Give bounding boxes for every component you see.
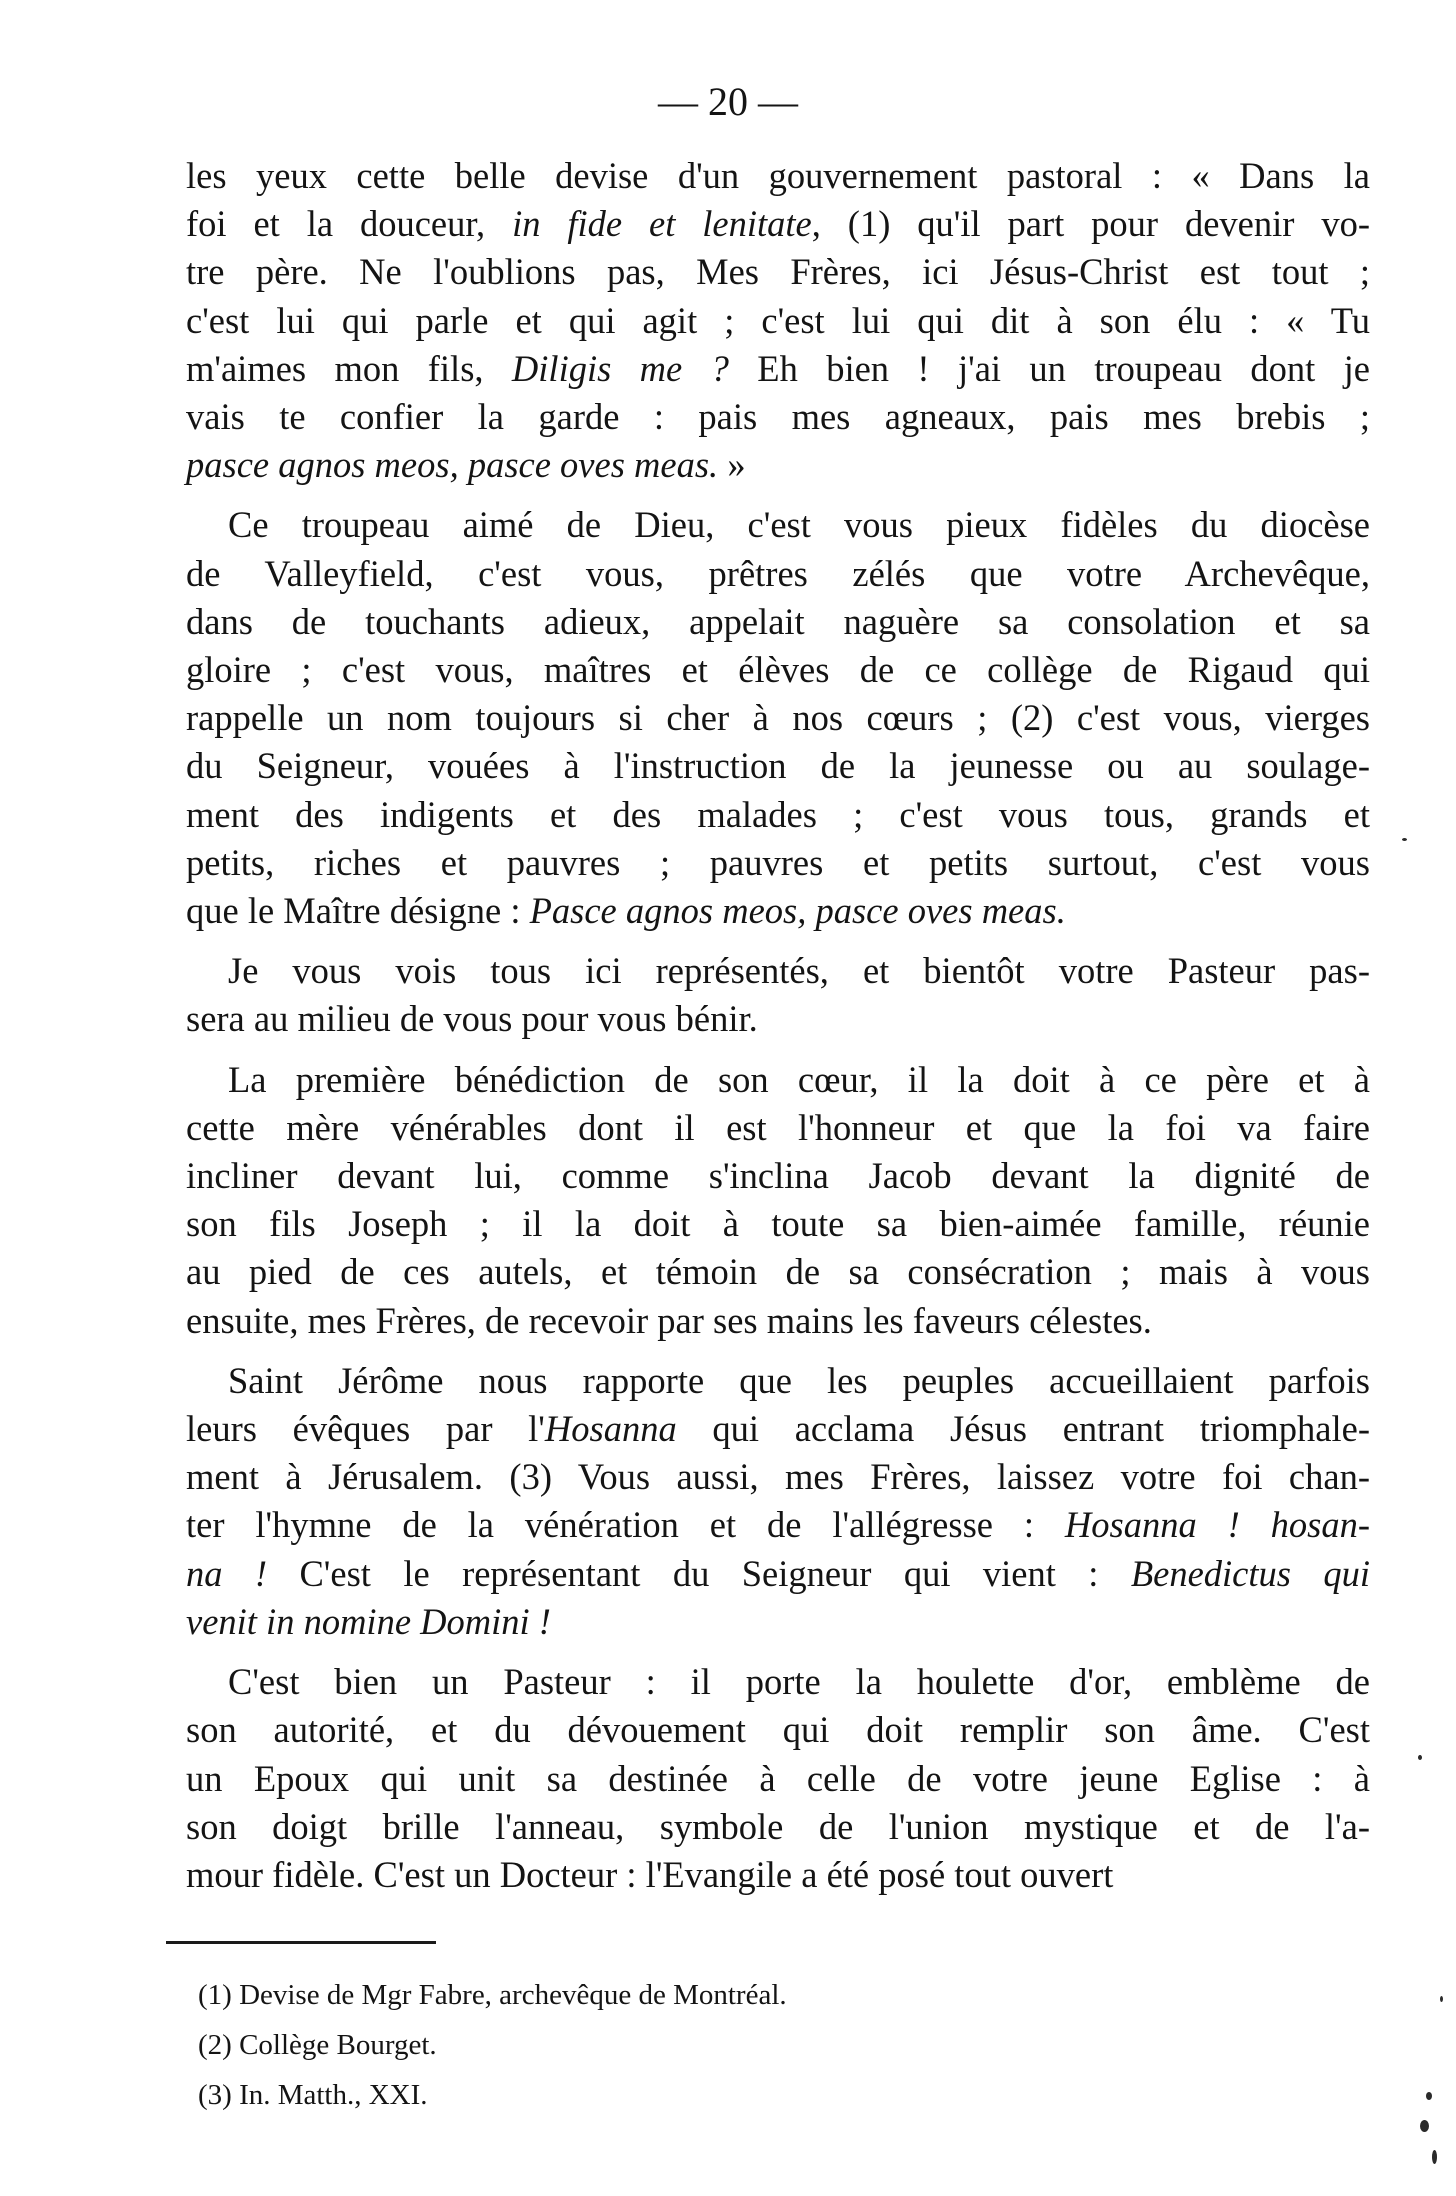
text-line	[186, 152, 1370, 200]
text-line	[186, 1248, 1370, 1296]
text-segment: C'est le représentant du Seigneur qui vient :	[267, 1552, 1131, 1594]
text-segment: C'est bien un Pasteur : il porte la houlette d'or, emblème de	[228, 1661, 1370, 1703]
text-line	[186, 1658, 1370, 1706]
text-segment: leurs évêques par l'	[186, 1408, 545, 1450]
scan-speck	[1402, 838, 1407, 841]
text-segment: de Valleyfield, c'est vous, prêtres zélés que votre Archevêque,	[186, 552, 1370, 594]
text-line	[186, 1598, 1370, 1646]
paragraph	[186, 947, 1370, 1043]
text-segment: qui acclama Jésus entrant triomphale-	[676, 1408, 1370, 1450]
text-segment: son doigt brille l'anneau, symbole de l'union mystique et de l'a-	[186, 1805, 1370, 1847]
text-segment: sera au milieu de vous pour vous bénir.	[186, 998, 758, 1040]
text-line	[186, 1706, 1370, 1754]
italic-segment: Hosanna	[544, 1408, 677, 1450]
text-segment: tre père. Ne l'oublions pas, Mes Frères, ici Jésus-Christ est tout ;	[186, 251, 1370, 293]
text-segment: petits, riches et pauvres ; pauvres et petits surtout, c'est vous	[186, 841, 1370, 883]
scan-speck	[1418, 1755, 1422, 1760]
text-line	[186, 839, 1370, 887]
footnote: (1) Devise de Mgr Fabre, archevêque de Montréal.	[198, 1979, 787, 2011]
text-line	[186, 1104, 1370, 1152]
footnote-rule	[166, 1941, 436, 1944]
italic-segment: Benedictus qui	[1130, 1552, 1371, 1594]
text-segment: au pied de ces autels, et témoin de sa consécration ; mais à vous	[186, 1251, 1370, 1293]
footnote: (3) In. Matth., XXI.	[198, 2079, 428, 2111]
paragraph	[186, 1056, 1370, 1345]
scan-speck	[1420, 2120, 1429, 2132]
text-line	[186, 1851, 1370, 1899]
footnote: (2) Collège Bourget.	[198, 2029, 437, 2061]
text-line	[186, 1152, 1370, 1200]
text-line	[186, 1200, 1370, 1248]
italic-segment: in fide et lenitate	[512, 203, 812, 245]
text-line	[186, 646, 1370, 694]
text-line	[186, 345, 1370, 393]
text-line	[186, 550, 1370, 598]
text-line	[186, 598, 1370, 646]
italic-segment: Pasce agnos meos, pasce oves meas.	[529, 890, 1066, 932]
scan-speck	[1432, 2150, 1437, 2164]
text-line	[186, 742, 1370, 790]
text-line	[186, 393, 1370, 441]
text-line	[186, 791, 1370, 839]
text-line	[186, 1357, 1370, 1405]
text-line	[186, 1405, 1370, 1453]
italic-segment: pasce agnos meos, pasce oves meas.	[186, 444, 719, 486]
text-segment: cette mère vénérables dont il est l'honneur et que la foi va faire	[186, 1106, 1370, 1148]
text-line	[186, 1803, 1370, 1851]
text-segment: ensuite, mes Frères, de recevoir par ses mains les faveurs célestes.	[186, 1299, 1152, 1341]
footnotes	[198, 1970, 1098, 2120]
text-line	[186, 947, 1370, 995]
text-line	[186, 1453, 1370, 1501]
text-segment: son autorité, et du dévouement qui doit remplir son âme. C'est	[186, 1709, 1370, 1751]
scan-speck	[1426, 2092, 1432, 2100]
text-segment: , (1) qu'il part pour devenir vo-	[811, 203, 1370, 245]
italic-segment: na !	[186, 1552, 268, 1594]
italic-segment: Diligis me ?	[511, 347, 729, 389]
body-text	[186, 152, 1370, 1911]
text-segment: du Seigneur, vouées à l'instruction de la jeunesse ou au soulage-	[186, 745, 1370, 787]
italic-segment: venit in nomine Domini !	[186, 1600, 551, 1642]
text-segment: Saint Jérôme nous rapporte que les peuples accueillaient parfois	[228, 1359, 1370, 1401]
text-line	[186, 1501, 1370, 1549]
scan-speck	[1440, 1996, 1443, 2002]
text-segment: m'aimes mon fils,	[186, 347, 512, 389]
text-line	[186, 200, 1370, 248]
text-segment: vais te confier la garde : pais mes agneaux, pais mes brebis ;	[186, 396, 1370, 438]
paragraph	[186, 1357, 1370, 1646]
text-segment: incliner devant lui, comme s'inclina Jacob devant la dignité de	[186, 1155, 1370, 1197]
text-segment: Ce troupeau aimé de Dieu, c'est vous pieux fidèles du diocèse	[228, 504, 1370, 546]
text-segment: ment à Jérusalem. (3) Vous aussi, mes Frères, laissez votre foi chan-	[186, 1456, 1370, 1498]
text-segment: dans de touchants adieux, appelait naguère sa consolation et sa	[186, 600, 1370, 642]
text-segment: La première bénédiction de son cœur, il la doit à ce père et à	[228, 1058, 1370, 1100]
text-segment: que le Maître désigne :	[186, 890, 530, 932]
text-segment: gloire ; c'est vous, maîtres et élèves de ce collège de Rigaud qui	[186, 649, 1370, 691]
italic-segment: Hosanna ! hosan-	[1064, 1504, 1371, 1546]
text-segment: foi et la douceur,	[186, 203, 513, 245]
text-segment: son fils Joseph ; il la doit à toute sa bien-aimée famille, réunie	[186, 1203, 1370, 1245]
text-segment: Eh bien ! j'ai un troupeau dont je	[728, 347, 1371, 389]
text-segment: rappelle un nom toujours si cher à nos cœurs ; (2) c'est vous, vierges	[186, 697, 1370, 739]
text-line	[186, 441, 1370, 489]
text-segment: les yeux cette belle devise d'un gouvernement pastoral : « Dans la	[186, 155, 1370, 196]
text-segment: c'est lui qui parle et qui agit ; c'est lui qui dit à son élu : « Tu	[186, 299, 1370, 341]
text-segment: »	[718, 444, 746, 486]
text-line	[186, 1297, 1370, 1345]
text-segment: ter l'hymne de la vénération et de l'allégresse :	[186, 1504, 1065, 1546]
paragraph	[186, 501, 1370, 935]
text-segment: un Epoux qui unit sa destinée à celle de votre jeune Eglise : à	[186, 1757, 1370, 1799]
text-line	[186, 297, 1370, 345]
text-line	[186, 1550, 1370, 1598]
text-line	[186, 995, 1370, 1043]
text-line	[186, 1755, 1370, 1803]
text-segment: mour fidèle. C'est un Docteur : l'Evangile a été posé tout ouvert	[186, 1853, 1114, 1895]
text-line	[186, 694, 1370, 742]
paragraph	[186, 152, 1370, 489]
page-number: — 20 —	[658, 79, 798, 124]
paragraph	[186, 1658, 1370, 1899]
text-line	[186, 1056, 1370, 1104]
text-line	[186, 248, 1370, 296]
text-line	[186, 887, 1370, 935]
text-segment: ment des indigents et des malades ; c'est vous tous, grands et	[186, 793, 1370, 835]
text-line	[186, 501, 1370, 549]
text-segment: Je vous vois tous ici représentés, et bientôt votre Pasteur pas-	[228, 950, 1370, 992]
